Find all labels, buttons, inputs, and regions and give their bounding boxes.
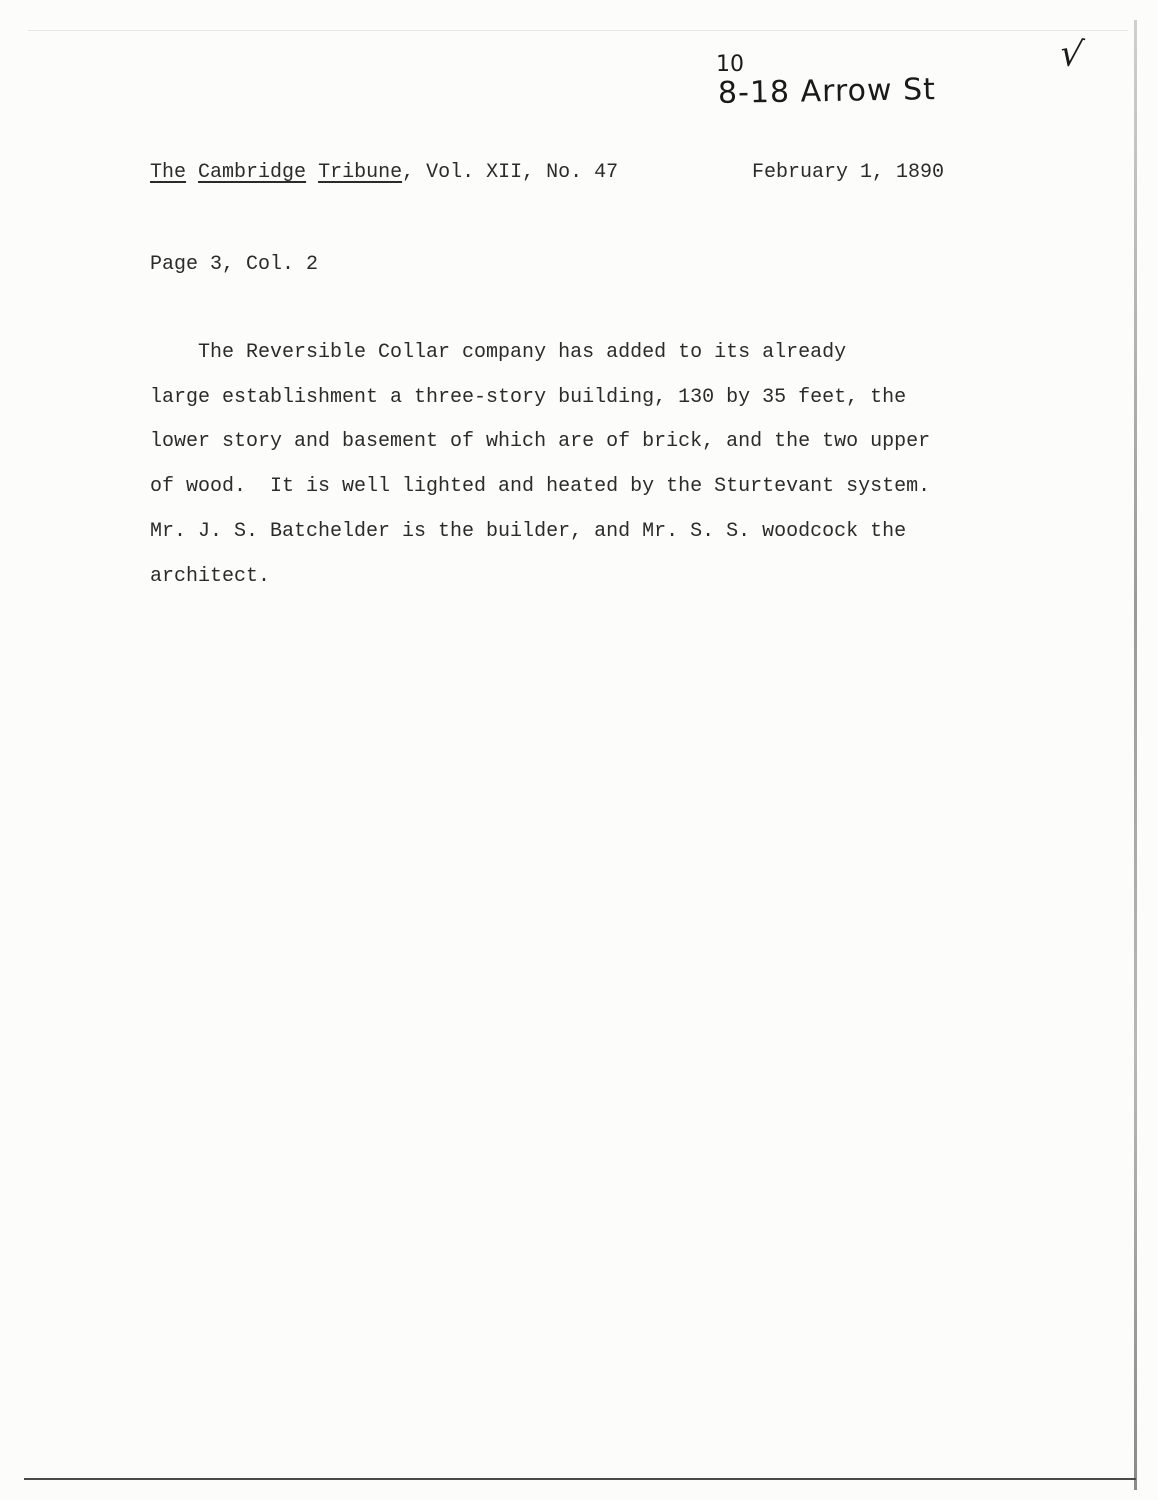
article-line: Mr. J. S. Batchelder is the builder, and Mr. S. S. woodcock the	[150, 520, 907, 543]
volume-issue: , Vol. XII, No. 47	[402, 161, 619, 184]
handwritten-correction: 10	[716, 52, 744, 77]
article-line: The Reversible Collar company has added to its already	[150, 341, 847, 364]
paper-name-word: The	[150, 161, 187, 184]
article-line: architect.	[150, 565, 271, 588]
citation-source	[150, 161, 618, 184]
citation-date: February 1, 1890	[752, 161, 945, 184]
page-right-edge	[1134, 20, 1137, 1490]
paper-name-word: Tribune	[318, 161, 403, 184]
article-line: of wood. It is well lighted and heated by the Sturtevant system.	[150, 475, 931, 498]
article-line: large establishment a three-story building, 130 by 35 feet, the	[150, 386, 907, 409]
page-top-edge	[28, 30, 1128, 31]
page-column-reference: Page 3, Col. 2	[150, 253, 319, 276]
article-line: lower story and basement of which are of brick, and the two upper	[150, 430, 931, 453]
paper-name-word: Cambridge	[198, 161, 307, 184]
page-bottom-edge	[24, 1478, 1136, 1480]
handwritten-address: 8-18 Arrow St	[717, 72, 937, 111]
checkmark-icon: √	[1057, 32, 1086, 77]
